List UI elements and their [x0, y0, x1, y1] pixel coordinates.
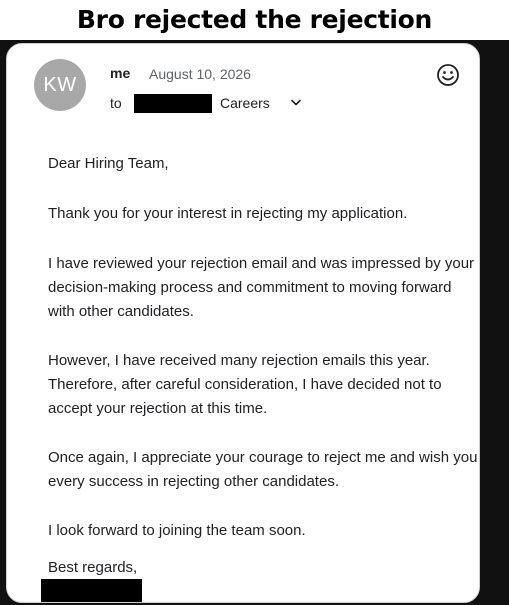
sender-name[interactable]: me	[110, 65, 131, 81]
sent-date: August 10, 2026	[149, 66, 251, 82]
recipient-group[interactable]: Careers	[220, 95, 270, 111]
email-signoff: Best regards,	[48, 559, 138, 576]
email-greeting: Dear Hiring Team,	[48, 155, 169, 172]
email-paragraph: Once again, I appreciate your courage to reject me and wish you every success in rejecting other candidates.	[48, 449, 478, 490]
redacted-signature	[41, 579, 142, 602]
email-paragraph: I look forward to joining the team soon.	[48, 522, 306, 539]
email-paragraph: Thank you for your interest in rejecting my application.	[48, 205, 408, 222]
redacted-recipient-address	[134, 94, 212, 113]
sender-avatar[interactable]: KW	[34, 59, 86, 111]
email-paragraph: I have reviewed your rejection email and was impressed by your decision-making process and commitment to moving forward with other candidates.	[48, 255, 475, 320]
meme-caption: Bro rejected the rejection	[76, 5, 433, 34]
email-message-card	[6, 43, 480, 603]
smile-icon[interactable]	[436, 63, 460, 87]
email-paragraph: However, I have received many rejection emails this year. Therefore, after careful consideration, I have decided not to accept your rejection at this time.	[48, 352, 442, 417]
to-label: to	[110, 95, 122, 111]
chevron-down-icon[interactable]	[291, 99, 301, 107]
